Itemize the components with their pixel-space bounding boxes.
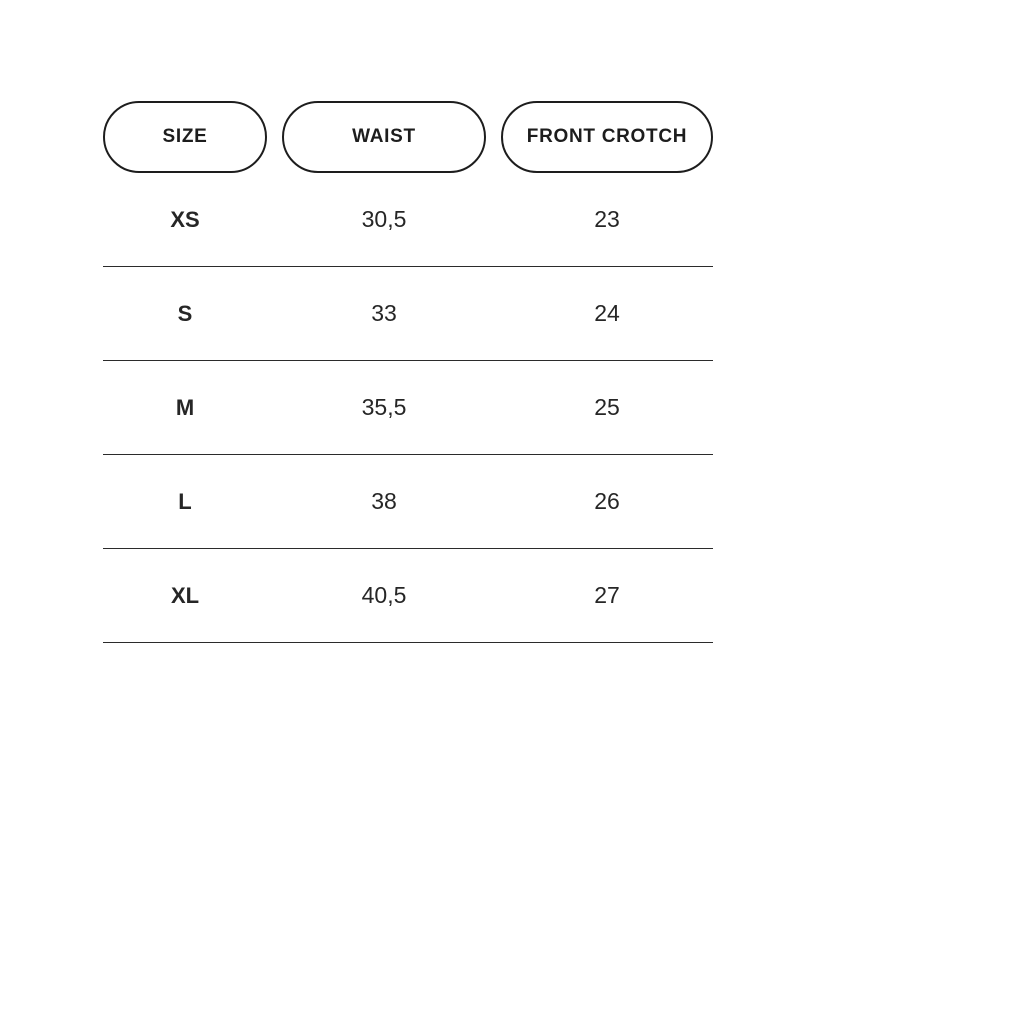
table-body bbox=[103, 173, 713, 643]
table-row bbox=[103, 361, 713, 455]
cell-waist: 35,5 bbox=[361, 394, 407, 420]
column-header-waist bbox=[282, 101, 486, 173]
column-header-size bbox=[103, 101, 267, 173]
cell-waist: 30,5 bbox=[361, 206, 407, 232]
cell-front-crotch: 23 bbox=[594, 206, 620, 232]
cell-size: XS bbox=[170, 206, 200, 232]
cell-front-crotch: 27 bbox=[594, 582, 620, 608]
cell-size: S bbox=[177, 300, 193, 326]
cell-size: L bbox=[178, 488, 192, 514]
table-row bbox=[103, 267, 713, 361]
cell-front-crotch: 25 bbox=[594, 394, 620, 420]
table-row bbox=[103, 549, 713, 643]
cell-front-crotch: 24 bbox=[594, 300, 620, 326]
table-row bbox=[103, 173, 713, 267]
column-header-waist-label: WAIST bbox=[352, 126, 416, 147]
table-row bbox=[103, 455, 713, 549]
cell-waist: 40,5 bbox=[361, 582, 407, 608]
size-table bbox=[103, 101, 713, 643]
cell-waist: 33 bbox=[371, 300, 397, 326]
cell-front-crotch: 26 bbox=[594, 488, 620, 514]
table-header-row bbox=[103, 101, 713, 173]
column-header-front-crotch bbox=[501, 101, 713, 173]
cell-size: XL bbox=[170, 582, 200, 608]
cell-size: M bbox=[175, 394, 195, 420]
column-header-size-label: SIZE bbox=[162, 126, 208, 147]
column-header-front-crotch-label: FRONT CROTCH bbox=[526, 126, 688, 147]
cell-waist: 38 bbox=[371, 488, 397, 514]
